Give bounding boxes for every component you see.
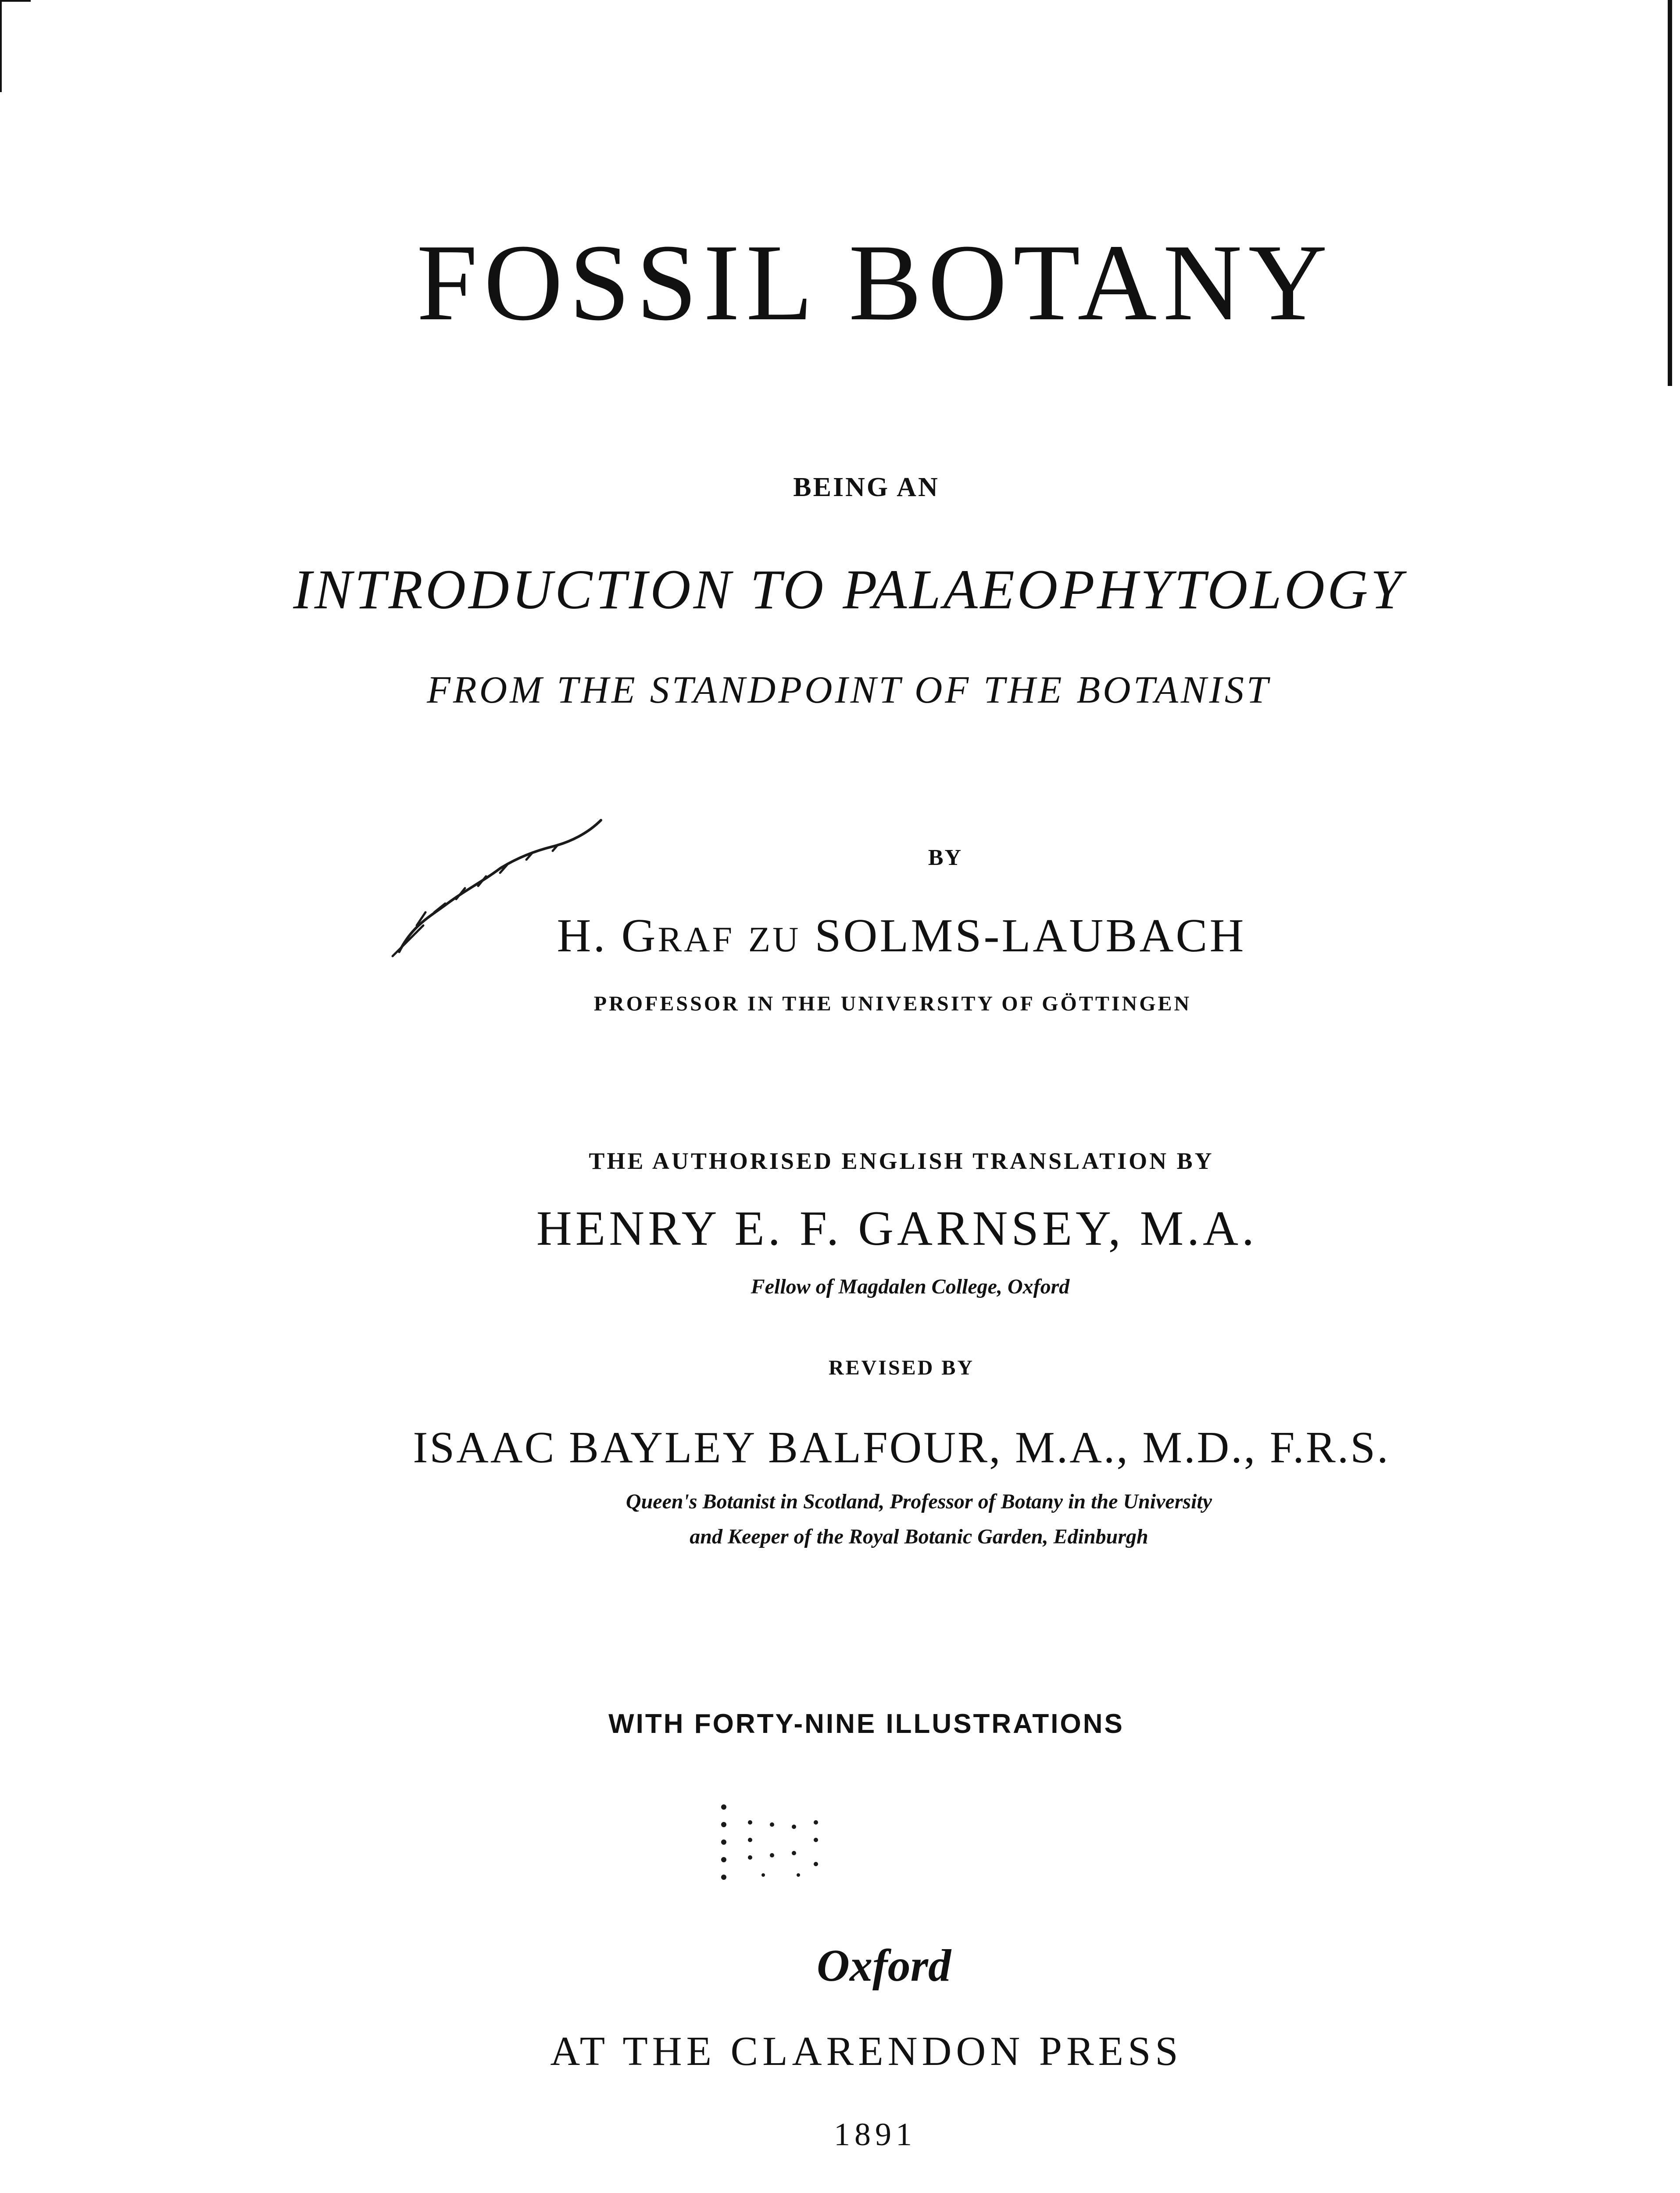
scan-edge-top — [0, 0, 31, 2]
author-initial: H. — [557, 910, 608, 962]
subtitle-secondary: FROM THE STANDPOINT OF THE BOTANIST — [427, 669, 1271, 711]
printer-ornament — [711, 1798, 833, 1886]
reviser-affiliation-line1: Queen's Botanist in Scotland, Professor of Botany in the University — [626, 1490, 1212, 1513]
imprint-press: AT THE CLARENDON PRESS — [550, 2029, 1183, 2074]
author-name — [0, 912, 1680, 960]
book-title: FOSSIL BOTANY — [416, 222, 1334, 343]
imprint-year: 1891 — [834, 2117, 916, 2153]
translator-name: HENRY E. F. GARNSEY, M.A. — [536, 1201, 1258, 1256]
imprint-place: Oxford — [816, 1940, 951, 1991]
translator-intro: THE AUTHORISED ENGLISH TRANSLATION BY — [589, 1148, 1214, 1174]
subtitle-main: INTRODUCTION TO PALAEOPHYTOLOGY — [293, 558, 1405, 621]
author-zu: ZU — [748, 919, 801, 959]
illustrations-note: WITH FORTY-NINE ILLUSTRATIONS — [608, 1709, 1124, 1739]
reviser-intro: REVISED BY — [828, 1356, 975, 1379]
translator-affiliation: Fellow of Magdalen College, Oxford — [751, 1275, 1070, 1298]
author-surname: SOLMS-LAUBACH — [815, 910, 1246, 962]
subtitle-being-an: BEING AN — [793, 472, 940, 502]
by-label: BY — [928, 845, 963, 870]
reviser-affiliation-line2: and Keeper of the Royal Botanic Garden, Edinburgh — [690, 1525, 1148, 1548]
reviser-name: ISAAC BAYLEY BALFOUR, M.A., M.D., F.R.S. — [413, 1423, 1390, 1472]
author-graf-rest: RAF — [658, 919, 735, 959]
author-affiliation: PROFESSOR IN THE UNIVERSITY OF GÖTTINGEN — [593, 992, 1192, 1015]
author-graf: G — [621, 910, 658, 962]
scan-edge-left — [0, 0, 2, 92]
